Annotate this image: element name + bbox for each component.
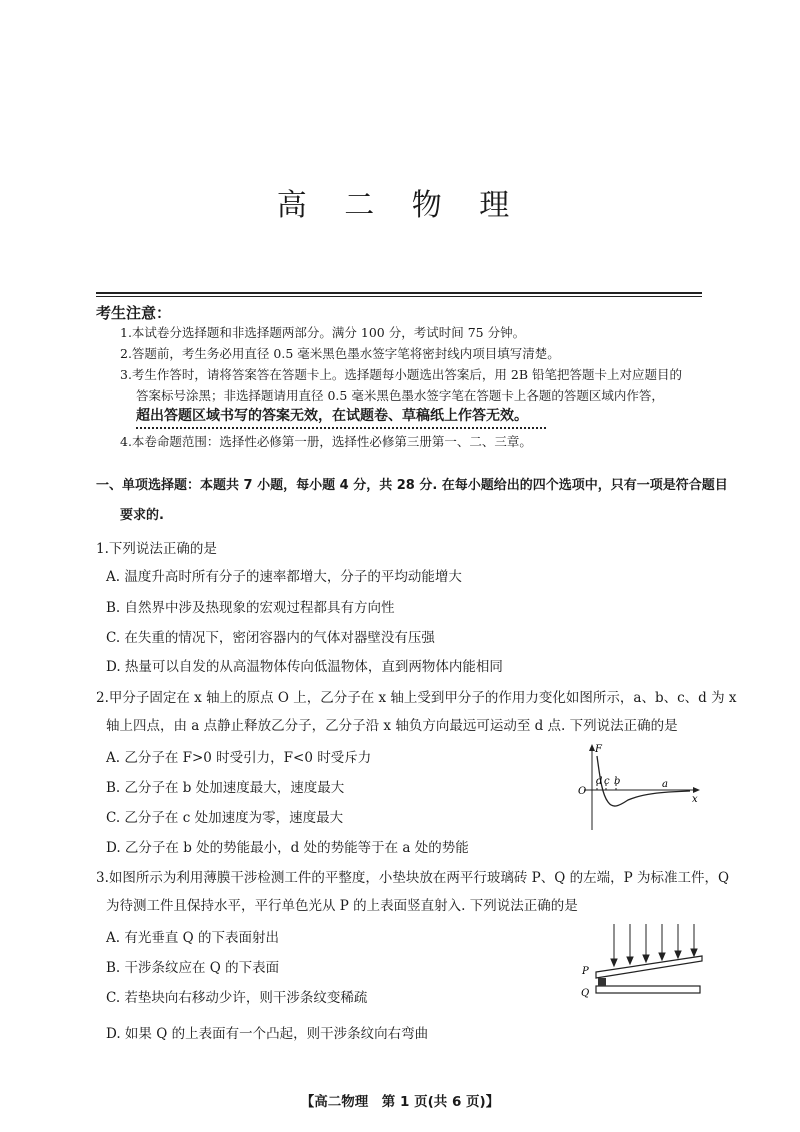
q1-option-b: B. 自然界中涉及热现象的宏观过程都具有方向性 — [106, 600, 395, 616]
point-c-label: c — [604, 776, 610, 787]
page-title: 高 二 物 理 — [276, 188, 524, 223]
notice-item-2: 2.答题前，考生务必用直径 0.5 毫米黑色墨水签字笔将密封线内项目填写清楚。 — [120, 346, 560, 361]
page-footer: 【高二物理 第 1 页(共 6 页)】 — [300, 1094, 500, 1110]
notice-item-3: 3.考生作答时，请将答案答在答题卡上。选择题每小题选出答案后，用 2B 铅笔把答题卡上对应题目的 — [120, 367, 683, 382]
point-a-label: a — [662, 779, 668, 790]
notice-item-4: 4.本卷命题范围：选择性必修第一册，选择性必修第三册第一、二、三章。 — [120, 434, 532, 449]
q1-option-d: D. 热量可以自发的从高温物体传向低温物体，直到两物体内能相同 — [106, 659, 503, 675]
q2-option-b: B. 乙分子在 b 处加速度最大，速度最大 — [106, 780, 345, 796]
section-title-cont: 要求的. — [120, 508, 164, 523]
point-d-label: d — [596, 776, 603, 787]
q2-option-a: A. 乙分子在 F>0 时受引力，F<0 时受斥力 — [106, 750, 372, 766]
q1-stem: 1.下列说法正确的是 — [96, 541, 217, 557]
q3-stem-line2: 为待测工件且保持水平，平行单色光从 P 的上表面竖直射入. 下列说法正确的是 — [106, 898, 578, 914]
q3-stem-line1: 3.如图所示为利用薄膜干涉检测工件的平整度，小垫块放在两平行玻璃砖 P、Q 的左端，P 为标准工件，Q — [96, 870, 730, 886]
q2-stem-line1: 2.甲分子固定在 x 轴上的原点 O 上，乙分子在 x 轴上受到甲分子的作用力变化如图所示，a、b、c、d 为 x — [96, 690, 737, 706]
origin-label: O — [578, 786, 587, 797]
header-rule-thick — [96, 292, 702, 294]
q3-option-c: C. 若垫块向右移动少许，则干涉条纹变稀疏 — [106, 990, 368, 1006]
label-q: Q — [581, 988, 590, 999]
q1-option-a: A. 温度升高时所有分子的速率都增大，分子的平均动能增大 — [106, 569, 462, 585]
q2-option-d: D. 乙分子在 b 处的势能最小，d 处的势能等于在 a 处的势能 — [106, 840, 469, 856]
notice-heading: 考生注意： — [96, 304, 172, 322]
emphasis-dots — [136, 427, 546, 429]
q1-option-c: C. 在失重的情况下，密闭容器内的气体对器壁没有压强 — [106, 630, 435, 646]
q2-option-c: C. 乙分子在 c 处加速度为零，速度最大 — [106, 810, 344, 826]
label-p: P — [582, 966, 589, 977]
notice-item-3-cont: 答案标号涂黑；非选择题请用直径 0.5 毫米黑色墨水签字笔在答题卡上各题的答题区域内作答， — [136, 388, 664, 403]
q3-option-d: D. 如果 Q 的上表面有一个凸起，则干涉条纹向右弯曲 — [106, 1026, 429, 1042]
q2-stem-line2: 轴上四点，由 a 点静止释放乙分子，乙分子沿 x 轴负方向最远可运动至 d 点. 下列说法正确的是 — [106, 718, 678, 734]
point-b-label: b — [614, 776, 621, 787]
section-title: 一、单项选择题：本题共 7 小题，每小题 4 分，共 28 分. 在每小题给出的四个选项中，只有一项是符合题目 — [96, 478, 728, 493]
notice-item-1: 1.本试卷分选择题和非选择题两部分。满分 100 分，考试时间 75 分钟。 — [120, 325, 526, 340]
f-axis-label: F — [595, 744, 602, 755]
force-curve — [597, 756, 690, 806]
header-rule-thin — [96, 296, 702, 297]
spacer-block — [598, 978, 606, 986]
q3-option-b: B. 干涉条纹应在 Q 的下表面 — [106, 960, 280, 976]
x-axis-label: x — [692, 794, 698, 805]
glass-q — [596, 986, 700, 993]
interference-figure — [578, 920, 704, 1004]
x-axis-arrow — [693, 787, 700, 793]
force-graph-figure — [572, 742, 702, 834]
q3-option-a: A. 有光垂直 Q 的下表面射出 — [106, 930, 279, 946]
notice-item-3-emphasis: 超出答题区域书写的答案无效，在试题卷、草稿纸上作答无效。 — [136, 408, 528, 424]
